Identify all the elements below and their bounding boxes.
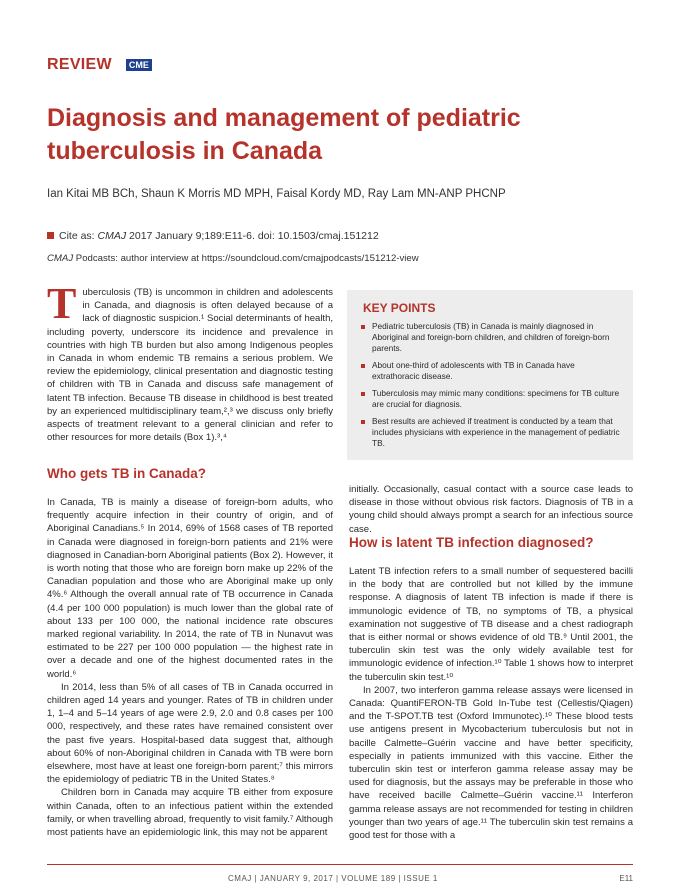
bullet-icon xyxy=(361,392,365,396)
cite-details: 2017 January 9;189:E11-6. doi: 10.1503/cmaj.151212 xyxy=(126,230,379,242)
podcast-line xyxy=(47,253,419,264)
cite-prefix: Cite as: xyxy=(59,230,98,242)
body-paragraph: In 2007, two interferon gamma release assays were licensed in Canada: QuantiFERON-TB Gold In-Tube test (Cellestis/Qiagen) and the T-SPOT.TB test (Oxford Immunotec).¹⁰ These blood tests use antigens present in Mycobacterium tuberculosis but not in bacille Calmette–Guérin vaccine and have better specificity, especially in patients immunized with this vaccine. Either the tuberculin skin test or interferon gamma release assay may be used for diagnosis, but the assays may be preferable in those who have received bacille Calmette–Guérin vaccine.¹¹ Interferon gamma release assays are not recommended for testing in children younger than two years of age.¹¹ The tuberculin skin test remains a good test for those with a xyxy=(349,684,633,842)
cme-badge: CME xyxy=(126,59,152,71)
section-heading-latent-tb: How is latent TB infection diagnosed? xyxy=(349,535,594,550)
citation xyxy=(47,230,379,242)
right-column-body xyxy=(349,565,633,842)
body-paragraph: Children born in Canada may acquire TB either from exposure within Canada, often to an infectious patient within the extended family, or when travelling abroad, frequently to visit family.⁷ Although most patients have an epidemiologic link, this may not be apparent xyxy=(47,787,333,839)
key-point-item: Best results are achieved if treatment is conducted by a team that includes physicians with experience in the management of pediatric TB. xyxy=(361,416,623,449)
key-point-item: Tuberculosis may mimic many conditions: specimens for TB culture are crucial for diagnosis. xyxy=(361,388,623,410)
footer-divider xyxy=(47,864,633,865)
intro-paragraph xyxy=(47,279,333,444)
body-paragraph: Latent TB infection refers to a small number of sequestered bacilli in the body that are controlled but not killed by the immune response. A diagnosis of latent TB infection is made if there is immunologic evidence of TB, no symptoms of TB, a physical examination not suggestive of TB disease and a chest radiograph that is either normal or shows evidence of old TB.⁹ Until 2001, the tuberculin skin test was the only widely available test for immunologic evidence of infection.¹⁰ Table 1 shows how to interpret the tuberculin skin test.¹⁰ xyxy=(349,566,633,683)
key-point-item: Pediatric tuberculosis (TB) in Canada is mainly diagnosed in Aboriginal and foreign-born children, and children of foreign-born parents. xyxy=(361,321,623,354)
page-number: E11 xyxy=(619,874,633,883)
footer-journal-info: CMAJ | JANUARY 9, 2017 | VOLUME 189 | ISSUE 1 xyxy=(228,874,438,883)
body-paragraph: In 2014, less than 5% of all cases of TB in Canada occurred in children aged 14 years and younger. Rates of TB in children under 1, 1–4 and 5–14 years of age were 2.9, 2.0 and 0.8 cases per 100 000, respectively, and these rates have remained consistent over the past five years. Hospital-based data suggest that, although about 60% of non-Aboriginal children in Canada with TB were born elsewhere, most have at least one foreign-born parent;⁷ this mirrors the epidemiology of pediatric TB in the United States.⁸ xyxy=(47,681,333,786)
bullet-icon xyxy=(361,364,365,368)
drop-cap: T xyxy=(47,279,77,328)
bullet-icon xyxy=(361,325,365,329)
bullet-icon xyxy=(361,420,365,424)
podcast-link[interactable]: Podcasts: author interview at https://soundcloud.com/cmajpodcasts/151212-view xyxy=(73,253,419,264)
square-bullet-icon xyxy=(47,232,54,239)
intro-text: uberculosis (TB) is uncommon in children and adolescents in Canada, and diagnosis is often delayed because of a lack of diagnostic suspicion.¹ Social determinants of health, including poverty, underscore its incidence and prevalence in countries with high TB burden but also among Indigenous peoples in Canada in whom endemic TB remains a serious problem. We review the epidemiology, clinical presentation and diagnostic testing of children with TB in Canada and discuss safe management of latent TB infection. Because TB disease in childhood is best treated by an experienced multidisciplinary team,²,³ we discuss only briefly aspects of treatment relevant to a general clinician and refer to other resources for more details (Box 1).³,⁴ xyxy=(47,287,333,444)
section-heading-who-gets-tb: Who gets TB in Canada? xyxy=(47,466,207,481)
section-label xyxy=(47,56,152,74)
right-column-continuation xyxy=(349,483,633,536)
key-points-list xyxy=(361,321,623,455)
left-column-body xyxy=(47,496,333,839)
body-paragraph: initially. Occasionally, casual contact with a source case leads to disease in those without obvious risk factors. Diagnosis of TB in a young child should always prompt a search for an infectious source case. xyxy=(349,484,633,535)
section-name: REVIEW xyxy=(47,56,112,73)
key-points-title: KEY POINTS xyxy=(363,301,436,315)
key-point-item: About one-third of adolescents with TB in Canada have extrathoracic disease. xyxy=(361,360,623,382)
key-points-box xyxy=(347,290,633,460)
body-paragraph: In Canada, TB is mainly a disease of foreign-born adults, who frequently acquire infection in their country of origin, and of Aboriginal Canadians.⁵ In 2014, 69% of 1568 cases of TB reported in Canada were diagnosed in foreign-born patients and 21% were diagnosed in Canadian-born Aboriginal patients (Box 2). However, it is worth noting that those who are foreign born make up 22% of the Canadian population and those who are Aboriginal make up only 4%.⁶ Although the overall annual rate of TB occurrence in Canada (4.4 per 100 000 population) is much lower than the global rate of about 133 per 100 000, the national incidence rate obscures marked regional variability. In 2014, the rate of TB in Nunavut was estimated to be 227 per 100 000 population — the highest rate in over a decade and one of the highest documented rates in the world.⁶ xyxy=(47,497,333,680)
article-title: Diagnosis and management of pediatric tuberculosis in Canada xyxy=(47,104,521,165)
cite-journal: CMAJ xyxy=(97,230,127,242)
authors: Ian Kitai MB BCh, Shaun K Morris MD MPH, Faisal Kordy MD, Ray Lam MN-ANP PHCNP xyxy=(47,188,506,200)
podcast-journal: CMAJ xyxy=(47,253,74,264)
